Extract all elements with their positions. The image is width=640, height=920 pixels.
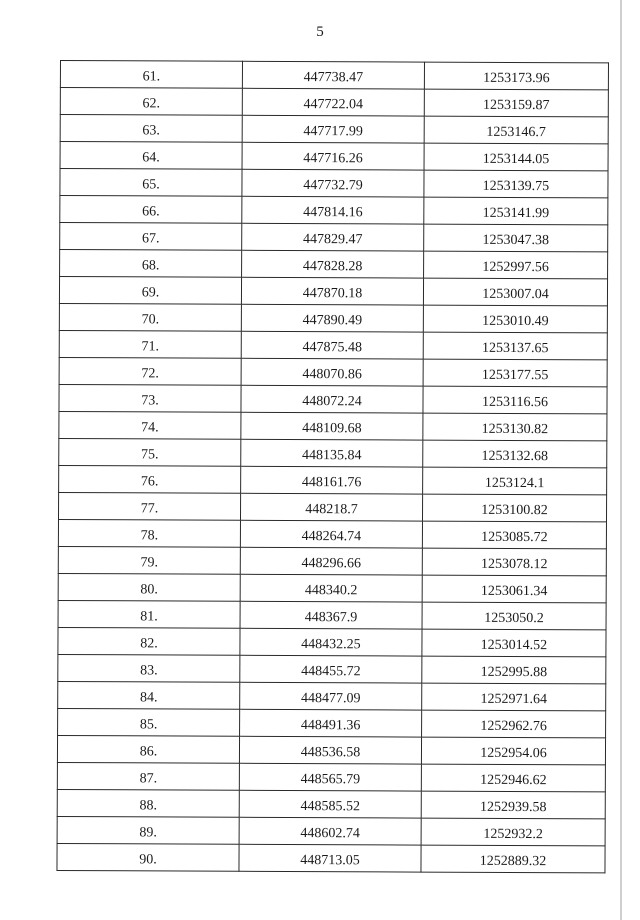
x-coordinate-cell: 448602.74: [239, 817, 421, 845]
x-coordinate-cell: 447738.47: [242, 61, 424, 89]
point-number-cell: 75.: [59, 438, 241, 466]
point-number-cell: 67.: [60, 223, 242, 251]
y-coordinate-cell: 1253100.82: [422, 494, 606, 522]
point-number-cell: 90.: [57, 843, 239, 871]
point-number-cell: 82.: [58, 627, 240, 655]
y-coordinate-cell: 1253010.49: [423, 305, 607, 333]
point-number-cell: 85.: [58, 708, 240, 736]
point-number-cell: 86.: [57, 735, 239, 763]
table-row: [57, 762, 605, 791]
y-coordinate-cell: 1253177.55: [423, 359, 607, 387]
table-row: [59, 465, 607, 494]
point-number-cell: 66.: [60, 196, 242, 224]
table-row: [59, 357, 607, 386]
table-row: [58, 519, 606, 548]
table-row: [59, 411, 607, 440]
x-coordinate-cell: 448070.86: [241, 358, 423, 386]
y-coordinate-cell: 1252954.06: [421, 737, 605, 765]
y-coordinate-cell: 1253137.65: [423, 332, 607, 360]
x-coordinate-cell: 447890.49: [241, 304, 423, 332]
point-number-cell: 77.: [58, 492, 240, 520]
coordinates-table-body: [57, 61, 609, 873]
table-row: [58, 681, 606, 710]
table-row: [59, 330, 607, 359]
x-coordinate-cell: 448161.76: [241, 466, 423, 494]
x-coordinate-cell: 447722.04: [242, 88, 424, 116]
point-number-cell: 72.: [59, 357, 241, 385]
y-coordinate-cell: 1253014.52: [422, 629, 606, 657]
point-number-cell: 74.: [59, 411, 241, 439]
table-row: [58, 600, 606, 629]
x-coordinate-cell: 448477.09: [240, 682, 422, 710]
x-coordinate-cell: 448135.84: [241, 439, 423, 467]
y-coordinate-cell: 1253050.2: [422, 602, 606, 630]
point-number-cell: 76.: [59, 465, 241, 493]
point-number-cell: 89.: [57, 816, 239, 844]
x-coordinate-cell: 448585.52: [239, 790, 421, 818]
table-row: [58, 627, 606, 656]
y-coordinate-cell: 1252946.62: [421, 764, 605, 792]
table-row: [59, 277, 607, 306]
x-coordinate-cell: 447717.99: [242, 115, 424, 143]
point-number-cell: 64.: [60, 142, 242, 170]
y-coordinate-cell: 1253139.75: [424, 170, 608, 198]
point-number-cell: 69.: [59, 277, 241, 305]
point-number-cell: 84.: [58, 681, 240, 709]
coordinates-table: [56, 60, 609, 873]
table-row: [60, 196, 608, 225]
point-number-cell: 65.: [60, 169, 242, 197]
y-coordinate-cell: 1253144.05: [424, 143, 608, 171]
y-coordinate-cell: 1252939.58: [421, 791, 605, 819]
table-row: [57, 789, 605, 818]
x-coordinate-cell: 448536.58: [239, 736, 421, 764]
table-row: [57, 843, 605, 872]
x-coordinate-cell: 447814.16: [242, 196, 424, 224]
table-row: [60, 223, 608, 252]
x-coordinate-cell: 447828.28: [242, 250, 424, 278]
x-coordinate-cell: 448296.66: [240, 547, 422, 575]
table-row: [58, 654, 606, 683]
x-coordinate-cell: 447870.18: [241, 277, 423, 305]
x-coordinate-cell: 448109.68: [241, 412, 423, 440]
point-number-cell: 88.: [57, 789, 239, 817]
table-row: [58, 708, 606, 737]
x-coordinate-cell: 448072.24: [241, 385, 423, 413]
y-coordinate-cell: 1253173.96: [424, 62, 608, 90]
y-coordinate-cell: 1252889.32: [421, 845, 605, 873]
table-row: [60, 88, 608, 117]
y-coordinate-cell: 1252962.76: [422, 710, 606, 738]
y-coordinate-cell: 1253159.87: [424, 89, 608, 117]
y-coordinate-cell: 1253132.68: [423, 440, 607, 468]
y-coordinate-cell: 1252932.2: [421, 818, 605, 846]
y-coordinate-cell: 1253085.72: [422, 521, 606, 549]
y-coordinate-cell: 1252971.64: [422, 683, 606, 711]
table-row: [58, 573, 606, 602]
x-coordinate-cell: 448713.05: [239, 844, 421, 872]
y-coordinate-cell: 1253124.1: [423, 467, 607, 495]
x-coordinate-cell: 447875.48: [241, 331, 423, 359]
table-row: [59, 384, 607, 413]
table-row: [57, 735, 605, 764]
y-coordinate-cell: 1253141.99: [424, 197, 608, 225]
x-coordinate-cell: 448340.2: [240, 574, 422, 602]
x-coordinate-cell: 447716.26: [242, 142, 424, 170]
table-row: [58, 546, 606, 575]
table-row: [59, 438, 607, 467]
x-coordinate-cell: 448455.72: [240, 655, 422, 683]
point-number-cell: 68.: [60, 250, 242, 278]
y-coordinate-cell: 1253047.38: [424, 224, 608, 252]
table-row: [58, 492, 606, 521]
page-number: 5: [316, 24, 324, 40]
table-row: [59, 303, 607, 332]
point-number-cell: 80.: [58, 573, 240, 601]
point-number-cell: 73.: [59, 384, 241, 412]
table-row: [57, 816, 605, 845]
y-coordinate-cell: 1253130.82: [423, 413, 607, 441]
table-row: [60, 142, 608, 171]
x-coordinate-cell: 448565.79: [239, 763, 421, 791]
y-coordinate-cell: 1253146.7: [424, 116, 608, 144]
y-coordinate-cell: 1253007.04: [423, 278, 607, 306]
point-number-cell: 83.: [58, 654, 240, 682]
x-coordinate-cell: 448264.74: [240, 520, 422, 548]
y-coordinate-cell: 1253061.34: [422, 575, 606, 603]
point-number-cell: 63.: [60, 115, 242, 143]
y-coordinate-cell: 1253078.12: [422, 548, 606, 576]
point-number-cell: 70.: [59, 303, 241, 331]
table-row: [60, 250, 608, 279]
y-coordinate-cell: 1253116.56: [423, 386, 607, 414]
x-coordinate-cell: 447732.79: [242, 169, 424, 197]
table-row: [60, 115, 608, 144]
table-row: [60, 61, 608, 90]
point-number-cell: 87.: [57, 762, 239, 790]
x-coordinate-cell: 448218.7: [240, 493, 422, 521]
x-coordinate-cell: 448367.9: [240, 601, 422, 629]
point-number-cell: 79.: [58, 546, 240, 574]
page-edge-shadow: [620, 0, 622, 920]
x-coordinate-cell: 448491.36: [240, 709, 422, 737]
x-coordinate-cell: 448432.25: [240, 628, 422, 656]
point-number-cell: 62.: [60, 88, 242, 116]
point-number-cell: 78.: [58, 519, 240, 547]
x-coordinate-cell: 447829.47: [242, 223, 424, 251]
point-number-cell: 71.: [59, 330, 241, 358]
point-number-cell: 81.: [58, 600, 240, 628]
y-coordinate-cell: 1252997.56: [424, 251, 608, 279]
point-number-cell: 61.: [60, 61, 242, 89]
y-coordinate-cell: 1252995.88: [422, 656, 606, 684]
table-row: [60, 169, 608, 198]
